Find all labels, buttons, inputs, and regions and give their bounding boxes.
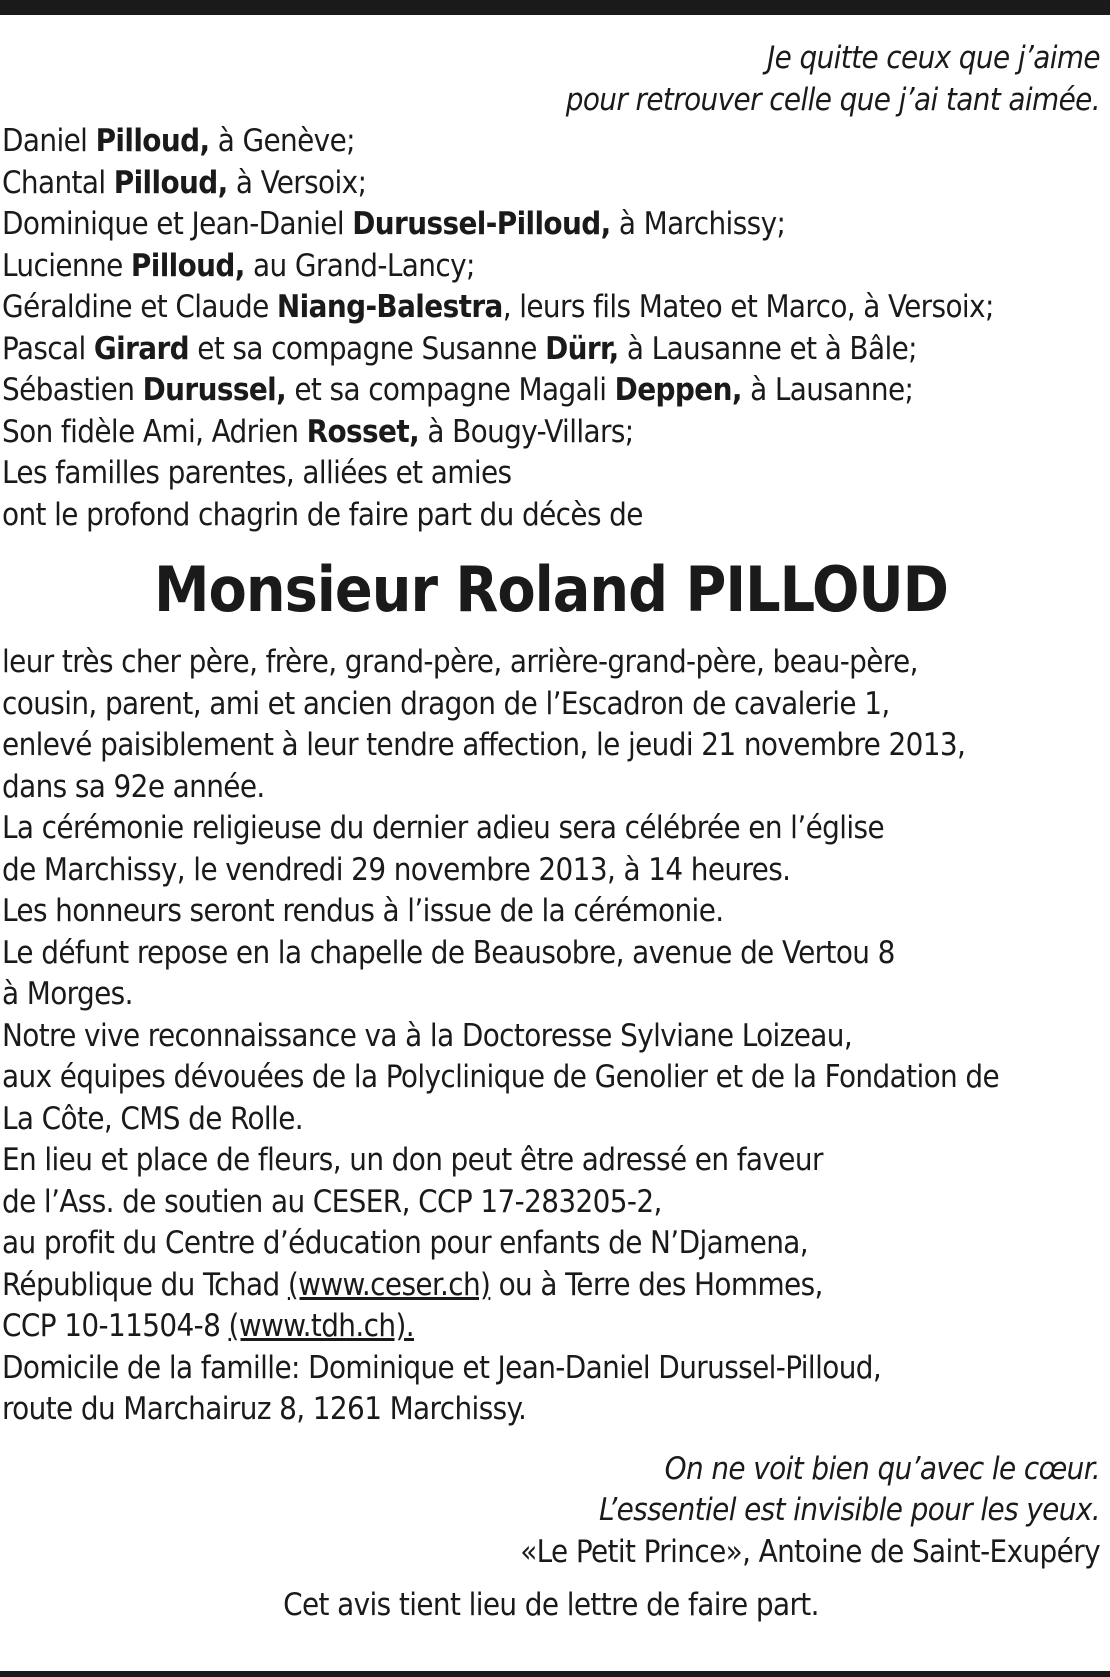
family-line: Sébastien Durussel, et sa compagne Magali Deppen, à Lausanne; — [2, 372, 914, 408]
family-line: Pascal Girard et sa compagne Susanne Dürr, à Lausanne et à Bâle; — [2, 330, 917, 367]
body-line: dans sa 92e année. — [2, 768, 265, 805]
body-line: au profit du Centre d’éducation pour enfants de N’Djamena, — [2, 1225, 809, 1261]
family-line: Lucienne Pilloud, au Grand-Lancy; — [2, 247, 475, 284]
family-line: Dominique et Jean-Daniel Durussel-Pilloud, à Marchissy; — [2, 206, 786, 242]
notice-body — [2, 642, 1100, 1431]
body-line: Notre vive reconnaissance va à la Doctoresse Sylviane Loizeau, — [2, 1017, 853, 1054]
body-line: La Côte, CMS de Rolle. — [2, 1100, 304, 1137]
closing-quote — [2, 1449, 1100, 1574]
body-line: République du Tchad (www.ceser.ch) ou à Terre des Hommes, — [2, 1266, 823, 1303]
body-line: enlevé paisiblement à leur tendre affection, le jeudi 21 novembre 2013, — [2, 727, 966, 763]
family-line: Son fidèle Ami, Adrien Rosset, à Bougy-Villars; — [2, 413, 634, 450]
family-line: Les familles parentes, alliées et amies — [2, 455, 512, 491]
body-line: aux équipes dévouées de la Polyclinique de Genolier et de la Fondation de — [2, 1059, 1000, 1095]
family-line: ont le profond chagrin de faire part du décès de — [2, 496, 643, 533]
spacer — [2, 1431, 1100, 1449]
body-line: La cérémonie religieuse du dernier adieu sera célébrée en l’église — [2, 810, 885, 846]
family-list — [2, 121, 1100, 536]
body-line: CCP 10-11504-8 (www.tdh.ch). — [2, 1308, 414, 1344]
bottom-rule — [0, 1671, 1110, 1677]
tdh-link[interactable]: (www.tdh.ch). — [228, 1308, 414, 1344]
epigraph-line-2: pour retrouver celle que j’ai tant aimée. — [565, 81, 1100, 118]
family-line: Daniel Pilloud, à Genève; — [2, 123, 355, 159]
top-rule — [0, 0, 1110, 15]
closing-note: Cet avis tient lieu de lettre de faire part. — [283, 1587, 819, 1623]
body-line: route du Marchairuz 8, 1261 Marchissy. — [2, 1391, 527, 1427]
spacer — [2, 1573, 1100, 1585]
quote-attribution: «Le Petit Prince», Antoine de Saint-Exupéry — [520, 1533, 1100, 1570]
quote-line-1: On ne voit bien qu’avec le cœur. — [664, 1450, 1100, 1487]
body-line: En lieu et place de fleurs, un don peut être adressé en faveur — [2, 1142, 823, 1178]
body-line: Les honneurs seront rendus à l’issue de la cérémonie. — [2, 893, 724, 929]
body-line: Domicile de la famille: Dominique et Jean-Daniel Durussel-Pilloud, — [2, 1349, 882, 1386]
body-line: cousin, parent, ami et ancien dragon de l’Escadron de cavalerie 1, — [2, 685, 890, 722]
body-line: leur très cher père, frère, grand-père, arrière-grand-père, beau-père, — [2, 644, 918, 680]
ceser-link[interactable]: (www.ceser.ch) — [287, 1266, 491, 1303]
body-line: à Morges. — [2, 976, 133, 1012]
body-line: de l’Ass. de soutien au CESER, CCP 17-283205-2, — [2, 1183, 662, 1220]
obituary-notice — [2, 38, 1100, 1627]
quote-line-2: L’essentiel est invisible pour les yeux. — [598, 1492, 1100, 1528]
deceased-name: Monsieur Roland PILLOUD — [154, 553, 948, 626]
body-line: Le défunt repose en la chapelle de Beausobre, avenue de Vertou 8 — [2, 934, 895, 971]
family-line: Chantal Pilloud, à Versoix; — [2, 164, 367, 201]
family-line: Géraldine et Claude Niang-Balestra, leurs fils Mateo et Marco, à Versoix; — [2, 289, 994, 325]
body-line: de Marchissy, le vendredi 29 novembre 2013, à 14 heures. — [2, 851, 791, 888]
epigraph-line-1: Je quitte ceux que j’aime — [767, 40, 1100, 76]
